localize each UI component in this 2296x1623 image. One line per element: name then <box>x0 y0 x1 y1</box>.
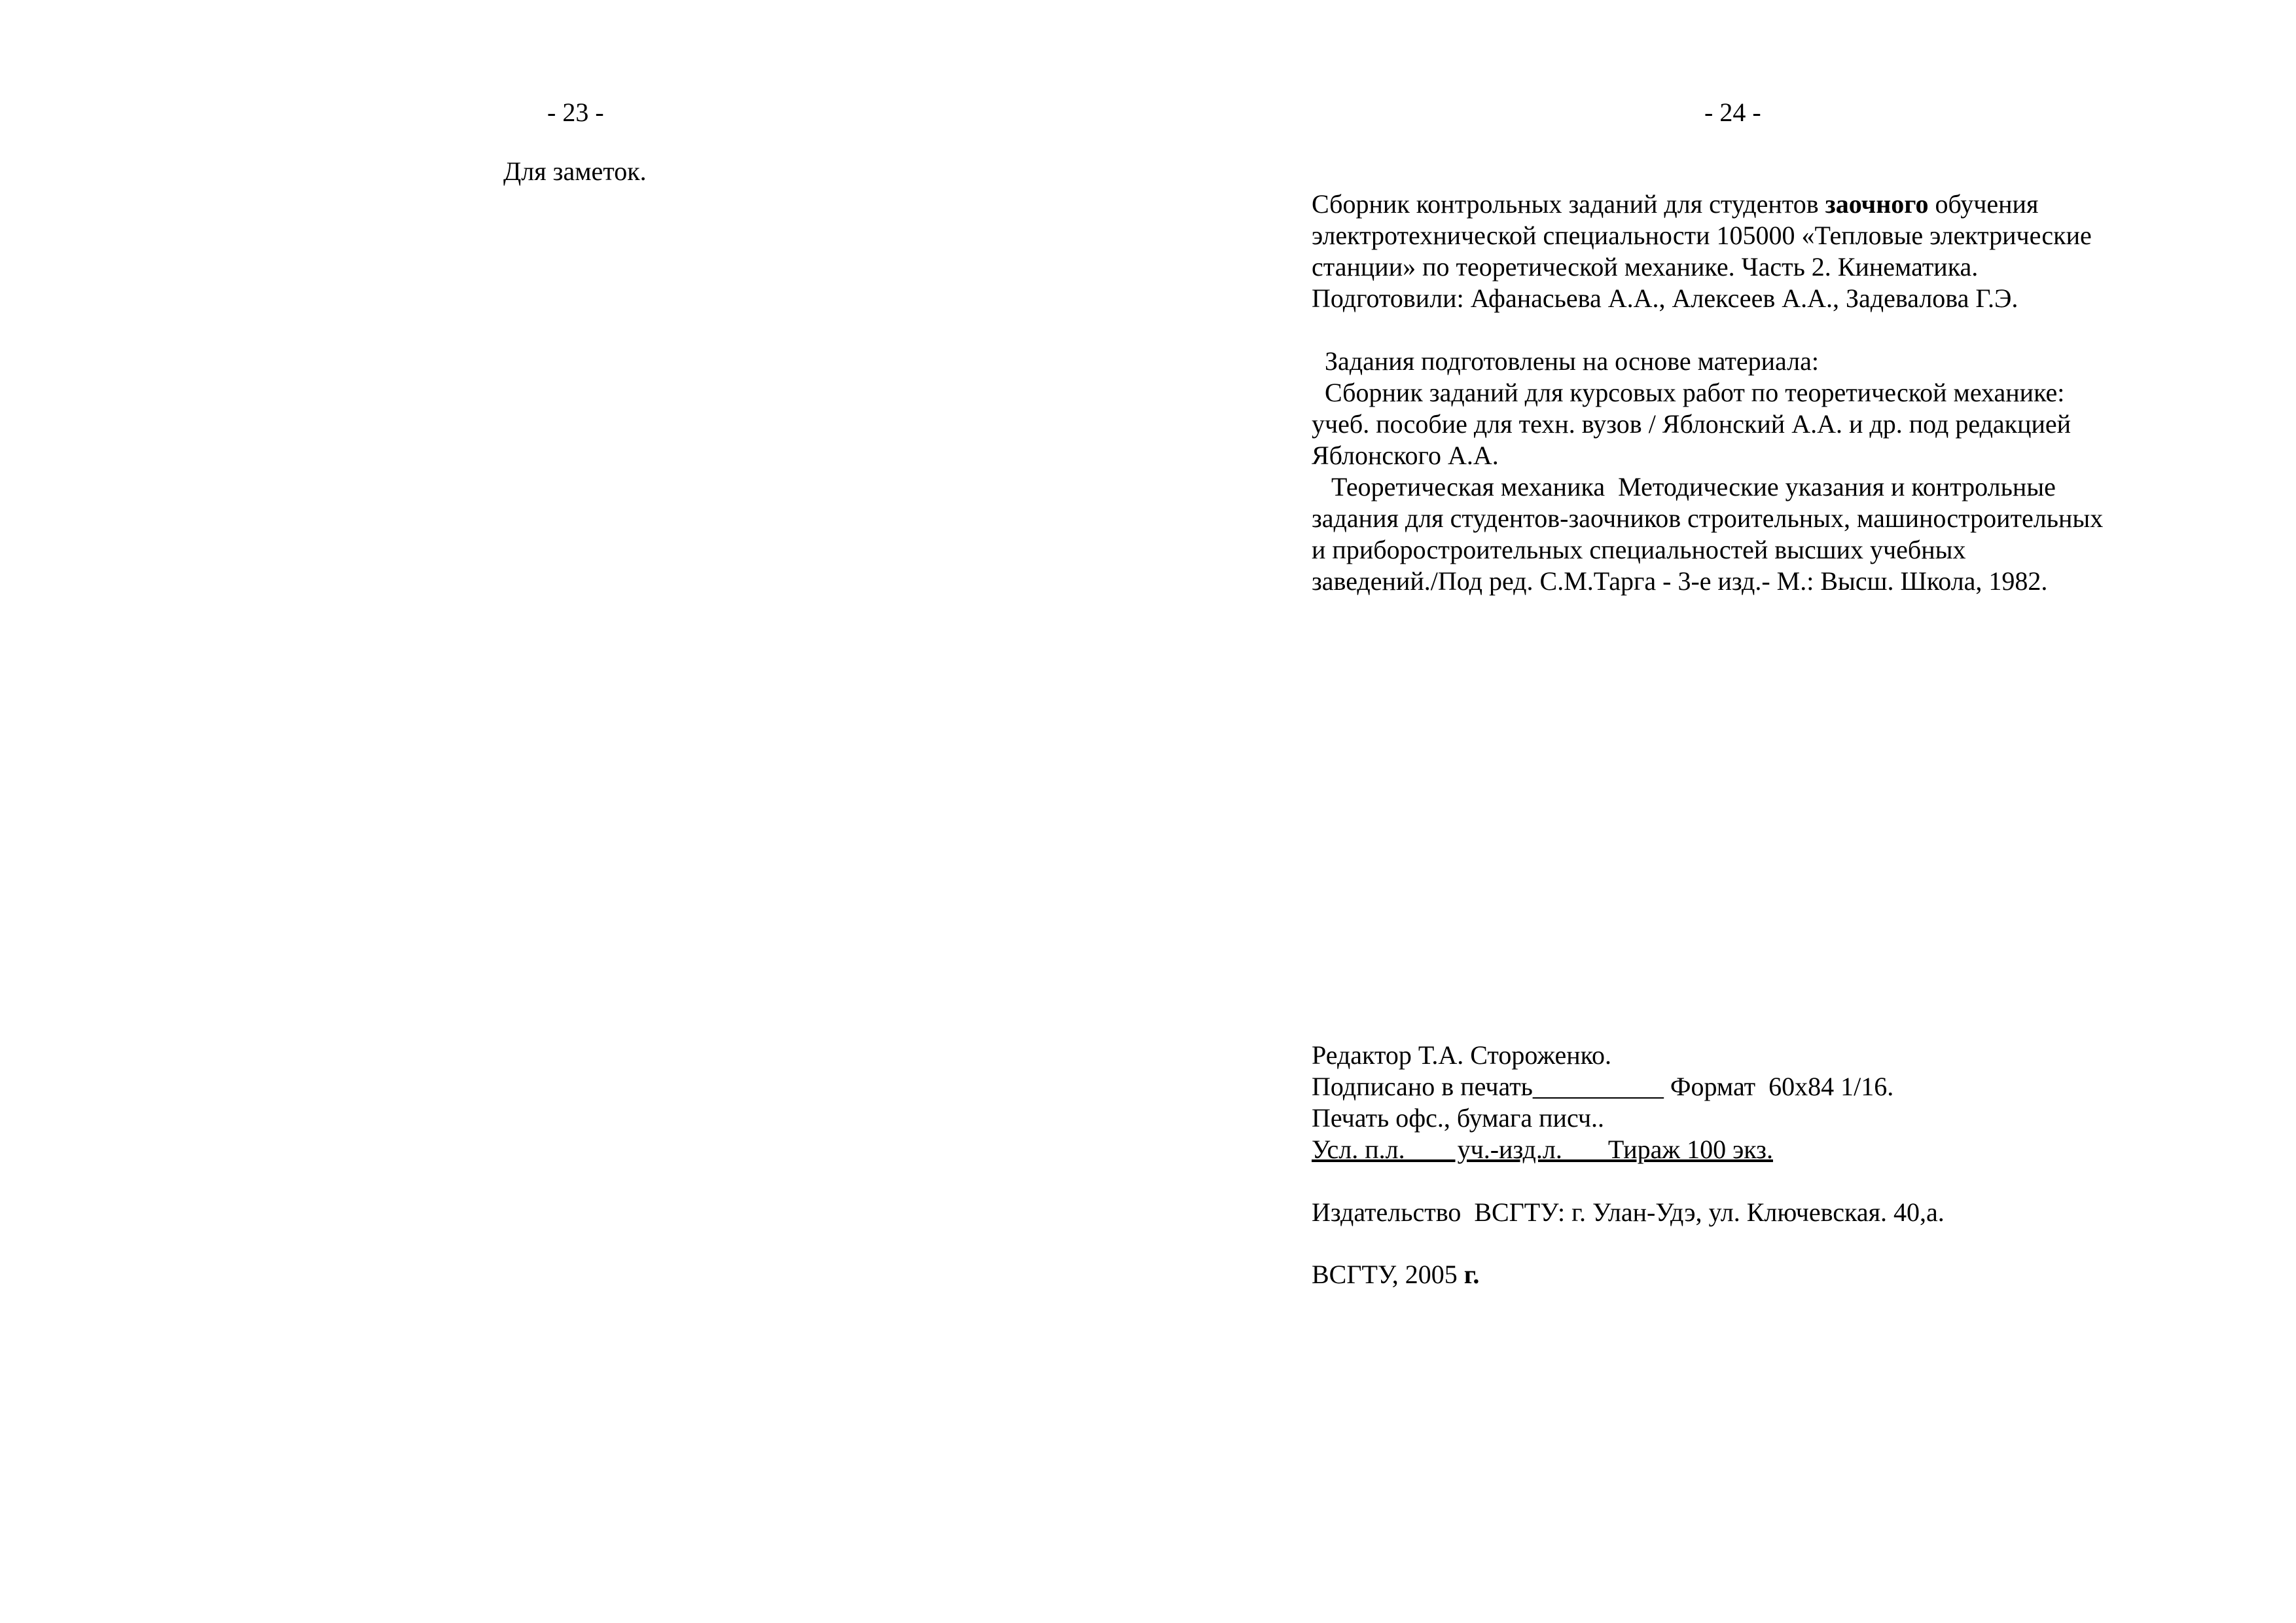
signed-line: Подписано в печать__________ Формат 60х84 1/16. <box>1312 1072 1894 1101</box>
notes-label: Для заметок. <box>503 156 647 186</box>
right-page <box>1148 0 2296 1623</box>
source-2-line-4: заведений./Под ред. С.М.Тарга - 3-е изд.- М.: Высш. Школа, 1982. <box>1312 566 2048 596</box>
intro-line-3: станции» по теоретической механике. Часть 2. Кинематика. <box>1312 252 1979 282</box>
publisher-line: Издательство ВСГТУ: г. Улан-Удэ, ул. Ключевская. 40,а. <box>1312 1197 1945 1227</box>
bold-word: заочного <box>1825 189 1929 219</box>
page-number-left: - 23 - <box>547 98 604 127</box>
page-number-right: - 24 - <box>1704 98 1761 127</box>
intro-line-2: электротехнической специальности 105000 «Тепловые электрические <box>1312 221 2092 250</box>
editor-line: Редактор Т.А. Стороженко. <box>1312 1040 1612 1070</box>
copyright-line: ВСГТУ, 2005 г. <box>1312 1260 1480 1289</box>
source-2-line-1: Теоретическая механика Методические указания и контрольные <box>1312 472 2056 501</box>
source-1-line-3: Яблонского А.А. <box>1312 441 1499 470</box>
sources-heading: Задания подготовлены на основе материала: <box>1312 346 1819 376</box>
source-1-line-1: Сборник заданий для курсовых работ по теоретической механике: <box>1312 378 2065 407</box>
authors-line: Подготовили: Афанасьева А.А., Алексеев А.А., Задевалова Г.Э. <box>1312 283 2018 313</box>
source-2-line-3: и приборостроительных специальностей высших учебных <box>1312 535 1966 564</box>
sources-section <box>1312 346 2228 597</box>
intro-paragraph <box>1312 189 2228 314</box>
source-1-line-2: учеб. пособие для техн. вузов / Яблонский А.А. и др. под редакцией <box>1312 409 2072 439</box>
intro-line-1: Сборник контрольных заданий для студентов заочного обучения <box>1312 189 2039 219</box>
imprint-section <box>1312 1040 2228 1165</box>
print-line: Печать офс., бумага писч.. <box>1312 1103 1605 1133</box>
source-2-line-2: задания для студентов-заочников строительных, машиностроительных <box>1312 503 2104 533</box>
sheets-line: Усл. п.л. уч.-изд.л. Тираж 100 экз. <box>1312 1135 1773 1164</box>
